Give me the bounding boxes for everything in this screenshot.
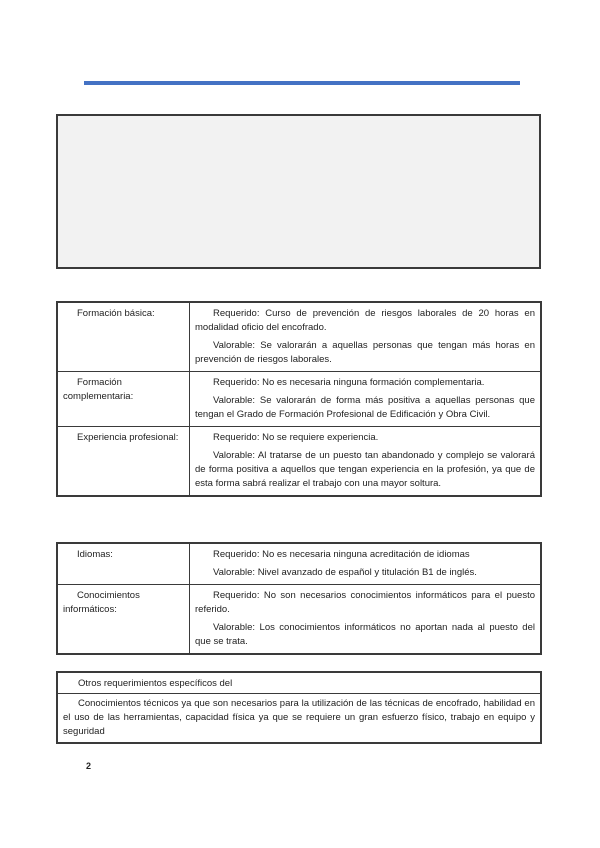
- table-row: [57, 585, 541, 655]
- row-label: Idiomas:: [57, 543, 190, 585]
- row-value: [190, 585, 542, 655]
- row-label: Conocimientos informáticos:: [57, 585, 190, 655]
- required-text: Requerido: No son necesarios conocimientos informáticos para el puesto referido.: [195, 590, 535, 615]
- requirements-table-1: [56, 301, 542, 497]
- table-row: [57, 427, 541, 497]
- valuable-text: Valorable: Los conocimientos informáticos no aportan nada al puesto del que se trata.: [195, 622, 535, 647]
- valuable-text: Valorable: Se valorarán de forma más positiva a aquellas personas que tengan el Grado de Formación Profesional de Edificación y Obra Civil.: [195, 395, 535, 420]
- valuable-text: Valorable: Se valorarán a aquellas personas que tengan más horas en prevención de riesgos laborales.: [195, 340, 535, 365]
- required-text: Requerido: Curso de prevención de riesgos laborales de 20 horas en modalidad oficio del encofrado.: [195, 308, 535, 333]
- valuable-text: Valorable: Nivel avanzado de español y titulación B1 de inglés.: [213, 567, 477, 578]
- other-requirements-title: Otros requerimientos específicos del: [58, 673, 540, 694]
- table-row: [57, 543, 541, 585]
- row-label: Experiencia profesional:: [57, 427, 190, 497]
- table-row: [57, 372, 541, 427]
- required-text: Requerido: No se requiere experiencia.: [213, 432, 379, 443]
- other-requirements-body: Conocimientos técnicos ya que son necesarios para la utilización de las técnicas de encofrado, habilidad en el uso de las herramientas, capacidad física ya que se requiere un gran esfuerzo físico, trabajo en equipo y seguridad: [63, 698, 535, 737]
- table-row: [57, 302, 541, 372]
- page-number: 2: [86, 761, 92, 771]
- row-label: Formación básica:: [57, 302, 190, 372]
- row-label: Formación complementaria:: [57, 372, 190, 427]
- row-value: [190, 302, 542, 372]
- header-rule: [84, 81, 520, 85]
- valuable-text: Valorable: Al tratarse de un puesto tan abandonado y complejo se valorará de forma positiva a aquellos que tengan experiencia en la profesión, ya que de esta forma sabrá realizar el trabajo con una mayor soltura.: [195, 450, 535, 489]
- row-value: [190, 372, 542, 427]
- row-value: [190, 543, 542, 585]
- requirements-table-2: [56, 542, 542, 655]
- blank-content-box: [56, 114, 541, 269]
- row-value: [190, 427, 542, 497]
- other-requirements-box: [56, 671, 542, 744]
- required-text: Requerido: No es necesaria ninguna acreditación de idiomas: [213, 549, 470, 560]
- required-text: Requerido: No es necesaria ninguna formación complementaria.: [213, 377, 485, 388]
